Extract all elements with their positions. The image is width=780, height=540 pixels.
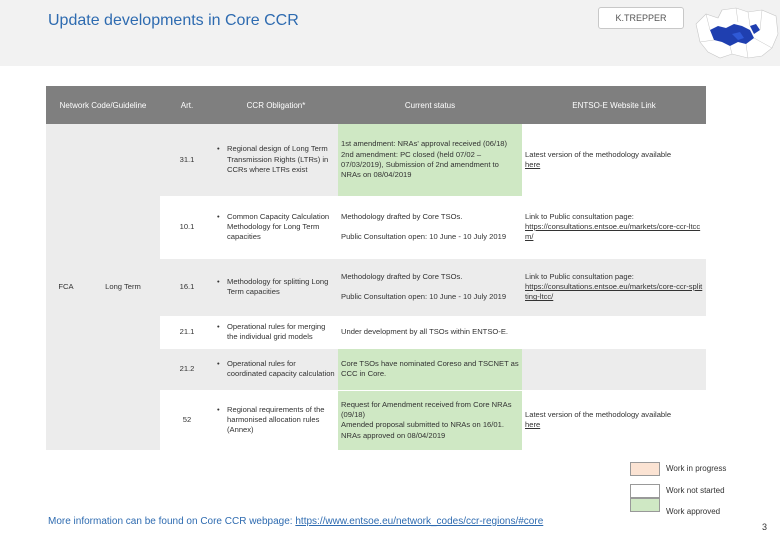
col-header-link: ENTSO-E Website Link [522, 86, 706, 124]
legend-swatch-not-started [630, 484, 660, 498]
status-cell: 1st amendment: NRAs' approval received (06/18) 2nd amendment: PC closed (held 07/02 – 07/03/2019), Submission of 2nd amendment to NRAs on 08/04/2019 [338, 124, 522, 196]
legend-label-in-progress: Work in progress [666, 464, 727, 473]
legend-swatch-in-progress [630, 462, 660, 476]
legend-label-approved: Work approved [666, 507, 721, 516]
obligation-cell: • Common Capacity Calculation Methodology for Long Term capacities [214, 196, 338, 258]
status-cell: Core TSOs have nominated Coreso and TSCNET as CCC in Core. [338, 348, 522, 390]
methodology-link[interactable]: here [525, 159, 541, 169]
link-cell: Link to Public consultation page: https://consultations.entsoe.eu/markets/core-ccr-splitting-ltcc/ [522, 258, 706, 316]
link-cell [522, 348, 706, 390]
obligation-cell: • Regional design of Long Term Transmission Rights (LTRs) in CCRs where LTRs exist [214, 124, 338, 196]
page-number: 3 [762, 522, 768, 532]
ccr-obligations-table [46, 86, 706, 450]
status-cell: Request for Amendment received from Core NRAs (09/18) Amended proposal submitted to NRAs on 16/01. NRAs approved on 08/04/2019 [338, 390, 522, 450]
core-ccr-webpage-link[interactable]: https://www.entsoe.eu/network_codes/ccr-regions/#core [295, 516, 544, 527]
table-header-row [46, 86, 706, 124]
obligation-cell: • Regional requirements of the harmonised allocation rules (Annex) [214, 390, 338, 450]
art-cell: 16.1 [160, 258, 214, 316]
link-cell: Latest version of the methodology available here [522, 124, 706, 196]
status-cell: Under development by all TSOs within ENTSO-E. [338, 316, 522, 348]
consultation-link[interactable]: https://consultations.entsoe.eu/markets/core-ccr-splitting-ltcc/ [525, 281, 703, 302]
table-row [46, 124, 706, 196]
europe-map-icon [692, 4, 780, 62]
art-cell: 10.1 [160, 196, 214, 258]
link-cell: Link to Public consultation page: https://consultations.entsoe.eu/markets/core-ccr-ltccm/ [522, 196, 706, 258]
link-cell: Latest version of the methodology available here [522, 390, 706, 450]
obligation-cell: • Operational rules for coordinated capacity calculation [214, 348, 338, 390]
code-sub-cell: Long Term [86, 124, 160, 450]
status-cell: Methodology drafted by Core TSOs. Public Consultation open: 10 June - 10 July 2019 [338, 258, 522, 316]
art-cell: 21.2 [160, 348, 214, 390]
code-cell: FCA [46, 124, 86, 450]
legend-label-not-started: Work not started [666, 486, 725, 495]
legend-swatch-approved [630, 498, 660, 512]
col-header-art: Art. [160, 86, 214, 124]
art-cell: 52 [160, 390, 214, 450]
col-header-network-code: Network Code/Guideline [46, 86, 160, 124]
status-cell: Methodology drafted by Core TSOs. Public Consultation open: 10 June - 10 July 2019 [338, 196, 522, 258]
obligation-cell: • Methodology for splitting Long Term capacities [214, 258, 338, 316]
obligation-cell: • Operational rules for merging the individual grid models [214, 316, 338, 348]
art-cell: 21.1 [160, 316, 214, 348]
col-header-status: Current status [338, 86, 522, 124]
link-cell [522, 316, 706, 348]
col-header-obligation: CCR Obligation* [214, 86, 338, 124]
methodology-link[interactable]: here [525, 420, 541, 430]
consultation-link[interactable]: https://consultations.entsoe.eu/markets/core-ccr-ltccm/ [525, 221, 701, 242]
author-badge: K.TREPPER [598, 7, 684, 29]
art-cell: 31.1 [160, 124, 214, 196]
footer-note: More information can be found on Core CCR webpage: https://www.entsoe.eu/network_codes/ccr-regions/#core [48, 516, 544, 527]
page-title: Update developments in Core CCR [48, 12, 299, 29]
